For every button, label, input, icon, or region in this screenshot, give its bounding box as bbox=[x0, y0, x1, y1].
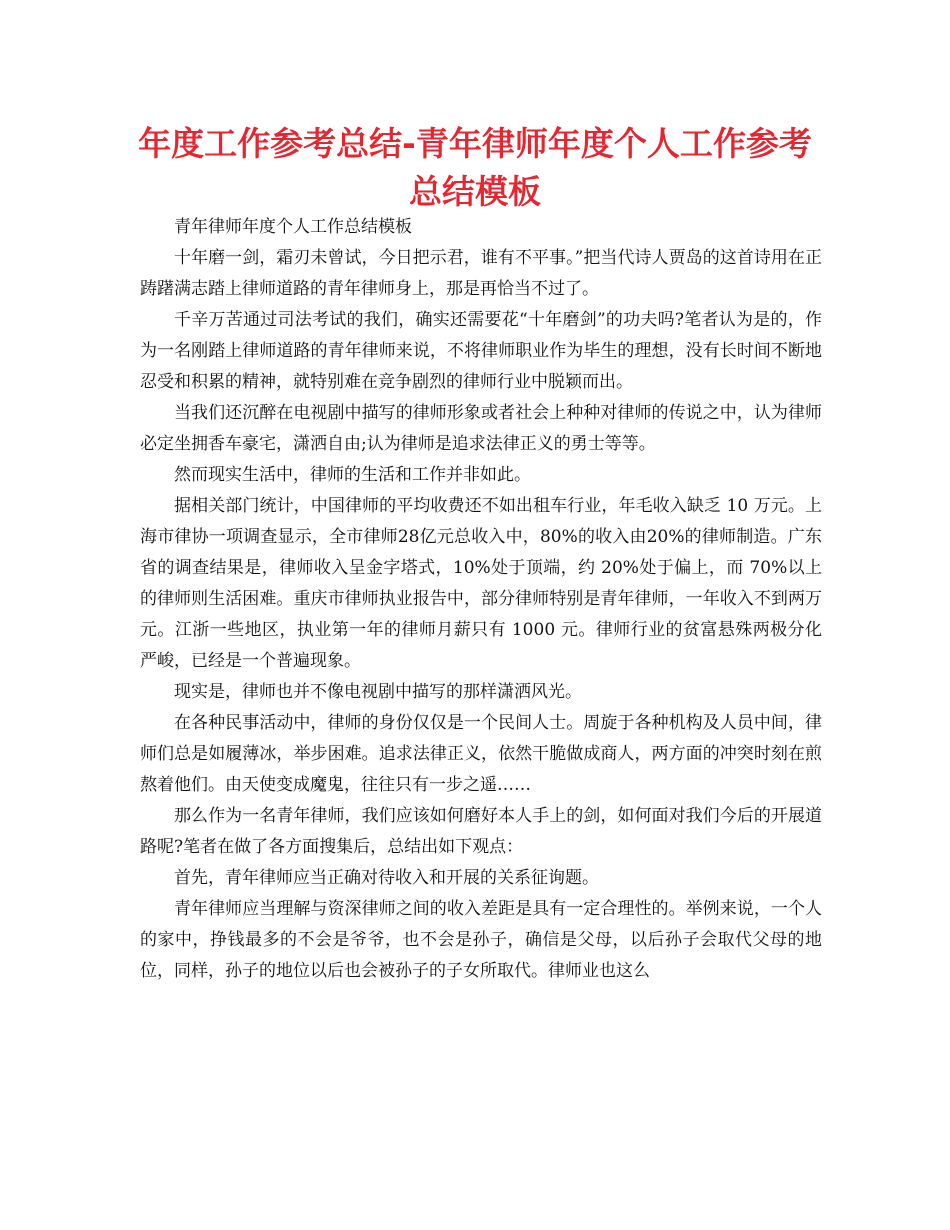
paragraph: 青年律师应当理解与资深律师之间的收入差距是具有一定合理性的。举例来说，一个人的家中，挣钱最多的不会是爷爷，也不会是孙子，确信是父母，以后孙子会取代父母的地位，同样，孙子的地位以后也会被孙子的子女所取代。律师业也这么 bbox=[140, 899, 822, 981]
document-body bbox=[140, 212, 822, 987]
paragraph: 当我们还沉醉在电视剧中描写的律师形象或者社会上种种对律师的传说之中，认为律师必定坐拥香车豪宅，潇洒自由;认为律师是追求法律正义的勇士等等。 bbox=[140, 403, 822, 454]
document-title: 年度工作参考总结-青年律师年度个人工作参考总结模板 bbox=[138, 124, 812, 211]
paragraph: 首先，青年律师应当正确对待收入和开展的关系征询题。 bbox=[174, 868, 599, 888]
paragraph: 十年磨一剑，霜刃未曾试，今日把示君，谁有不平事。”把当代诗人贾岛的这首诗用在正踌躇满志踏上律师道路的青年律师身上，那是再恰当不过了。 bbox=[140, 248, 822, 299]
paragraph: 那么作为一名青年律师，我们应该如何磨好本人手上的剑，如何面对我们今后的开展道路呢?笔者在做了各方面搜集后，总结出如下观点： bbox=[140, 806, 822, 857]
paragraph: 然而现实生活中，律师的生活和工作并非如此。 bbox=[174, 465, 531, 485]
paragraph-subtitle: 青年律师年度个人工作总结模板 bbox=[174, 217, 412, 237]
paragraph: 据相关部门统计，中国律师的平均收费还不如出租车行业，年毛收入缺乏 10 万元。上海市律协一项调查显示，全市律师28亿元总收入中，80%的收入由20%的律师制造。广东省的调查结果是，律师收入呈金字塔式，10%处于顶端，约 20%处于偏上，而 70%以上的律师则生活困难。重庆市律师执业报告中，部分律师特别是青年律师，一年收入不到两万元。江浙一些地区，执业第一年的律师月薪只有 1000 元。律师行业的贫富悬殊两极分化严峻，已经是一个普遍现象。 bbox=[140, 496, 822, 671]
paragraph: 千辛万苦通过司法考试的我们，确实还需要花“十年磨剑”的功夫吗?笔者认为是的，作为一名刚踏上律师道路的青年律师来说，不将律师职业作为毕生的理想，没有长时间不断地忍受和积累的精神，就特别难在竞争剧烈的律师行业中脱颖而出。 bbox=[140, 310, 822, 392]
paragraph: 在各种民事活动中，律师的身份仅仅是一个民间人士。周旋于各种机构及人员中间，律师们总是如履薄冰，举步困难。追求法律正义，依然干脆做成商人，两方面的冲突时刻在煎熬着他们。由天使变成魔鬼，往往只有一步之遥…… bbox=[140, 713, 822, 795]
paragraph: 现实是，律师也并不像电视剧中描写的那样潇洒风光。 bbox=[174, 682, 582, 702]
